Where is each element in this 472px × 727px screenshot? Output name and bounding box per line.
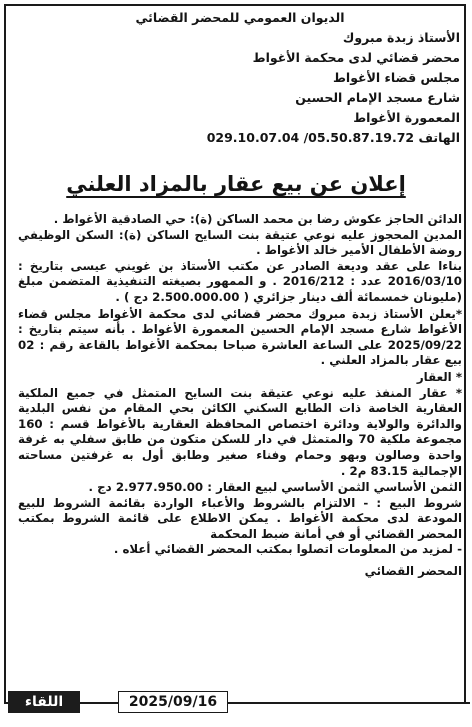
- debtor-paragraph: المدين المحجوز عليه نوعي عتيقة بنت السايح الساكن (ة): السكن الوظيفي روضة الأطفال الأمير خالد الأغواط .: [18, 227, 462, 258]
- more-info-paragraph: - لمزيد من المعلومات اتصلوا بمكتب المحضر القضائي أعلاه .: [113, 542, 462, 557]
- creditor-paragraph: الدائن الحاجز عكوش رضا بن محمد الساكن (ة): حي الصادقية الأغواط .: [53, 212, 462, 226]
- bailiff-title: محضر قضائي لدى محكمة الأغواط: [252, 50, 460, 65]
- property-description-paragraph: * عقار المنفذ عليه نوعي عتيقة بنت السايح المتمثل في جميع الملكية العقارية الخاصة ذات الطابع السكني الكائن بحي المقام من نفس البلدية والدائرة والولاية ودائرة اختصاص المحافظة العقارية بالأغواط قسم : 160 مجموعة ملكية 70 والمتمثل في دار للسكن متكون من طابق سفلي به غرفة واحدة وصالون وبهو وحمام وفناء صغير وطابق أول به غرفتين مساحته الإجمالية 83.15 م2 .: [18, 385, 462, 478]
- bailiff-name: الأستاذ زبدة مبروك: [342, 30, 460, 45]
- court-council: مجلس قضاء الأغواط: [332, 70, 460, 85]
- bailiff-signature: المحضر القضائي: [364, 564, 462, 579]
- auction-announcement-paragraph: *يعلن الأستاذ زبدة مبروك محضر قضائي لدى محكمة الأغواط مجلس قضاء الأغواط شارع مسجد الإمام الحسين المعمورة الأغواط . بأنه سيتم بتاريخ : 2025/09/22 على الساعة العاشرة صباحا بمحكمة الأغواط بالقاعة رقم : 02 بيع عقار بالمزاد العلني .: [18, 306, 462, 368]
- newspaper-name-badge: اللقاء: [8, 691, 80, 713]
- office-phone: الهاتف 05.50.87.19.72/ 029.10.07.04: [206, 130, 460, 145]
- notice-body: [18, 212, 462, 580]
- base-price-paragraph: الثمن الأساسي الثمن الأساسي لبيع العقار : 2.977.950.00 دج .: [88, 480, 462, 495]
- sale-terms-paragraph: شروط البيع : - الالتزام بالشروط والأعباء الواردة بقائمة الشروط للبيع المودعة لدى محكمة الأغواط . يمكن الاطلاع على قائمة الشروط بمكتب المحضر القضائي أو في أمانة ضبط المحكمة: [18, 495, 462, 541]
- office-street: شارع مسجد الإمام الحسين: [295, 90, 460, 105]
- property-heading: * العقار: [416, 369, 462, 384]
- office-name: الديوان العمومي للمحضر القضائي: [135, 10, 345, 25]
- publication-date: 2025/09/16: [118, 691, 228, 713]
- publication-footer: [6, 691, 470, 713]
- bailiff-office-header: [20, 8, 460, 148]
- office-city: المعمورة الأغواط: [353, 110, 460, 125]
- notice-title: إعلان عن بيع عقار بالمزاد العلني: [66, 172, 406, 196]
- legal-basis-paragraph: بناءا على عقد وديعة الصادر عن مكتب الأستاذ بن غويني عيسى بتاريخ : 2016/03/10 عدد : 2016/212 . و الممهور بصيغته التنفيذية المتضمن مبلغ (مليونان خمسمائة ألف دينار جزائري ( 2.500.000.00 دج ) .: [18, 258, 463, 304]
